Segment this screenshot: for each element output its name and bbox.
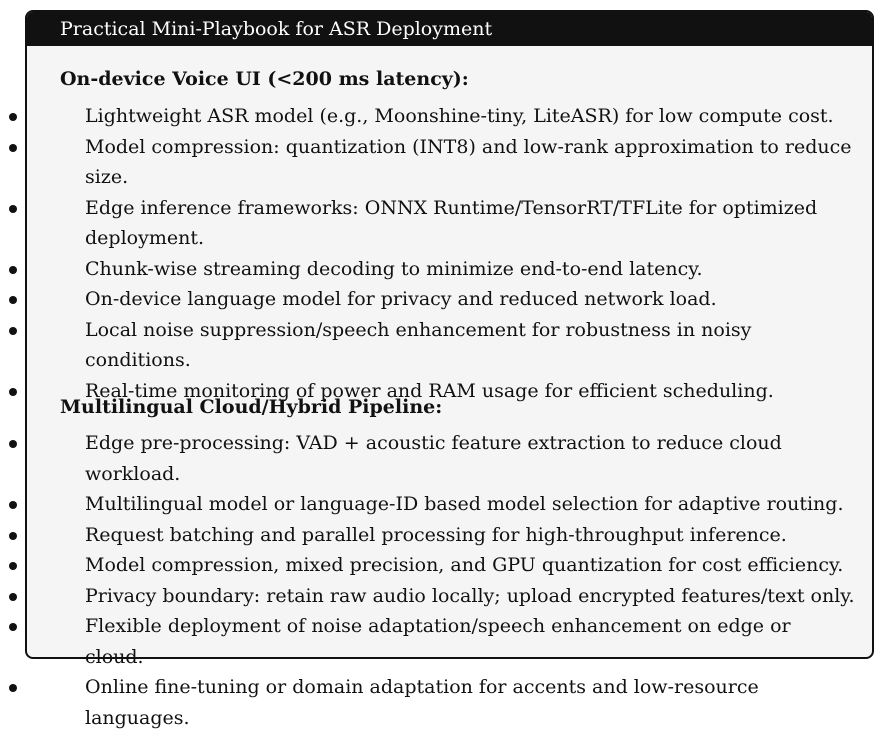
- bullet-icon: [9, 388, 17, 396]
- list-item-text: Edge pre-processing: VAD + acoustic feature extraction to reduce cloud workload.: [85, 432, 782, 485]
- list-item: [85, 581, 855, 612]
- bullet-icon: [9, 532, 17, 540]
- bullet-icon: [9, 144, 17, 152]
- list-item-text: Local noise suppression/speech enhancement for robustness in noisy conditions.: [85, 318, 752, 371]
- list-item: [85, 489, 855, 520]
- list-item-text: Chunk-wise streaming decoding to minimize end-to-end latency.: [85, 257, 703, 280]
- bullet-icon: [9, 205, 17, 213]
- list-item-text: Lightweight ASR model (e.g., Moonshine-tiny, LiteASR) for low compute cost.: [85, 105, 834, 127]
- bullet-icon: [9, 501, 17, 509]
- list-item: [85, 101, 855, 132]
- list-item: [85, 520, 855, 551]
- list-item: [85, 315, 855, 376]
- list-item: [85, 428, 855, 489]
- bullet-icon: [9, 440, 17, 448]
- list-item: [85, 254, 855, 285]
- list-item: [85, 132, 855, 193]
- list-item: [85, 611, 855, 672]
- list-item-text: Model compression: quantization (INT8) and low-rank approximation to reduce size.: [85, 135, 852, 188]
- box-title: Practical Mini-Playbook for ASR Deployment: [27, 12, 872, 46]
- bullet-icon: [9, 266, 17, 274]
- list-item: [85, 550, 855, 581]
- bullet-icon: [9, 562, 17, 570]
- list-item-text: On-device language model for privacy and reduced network load.: [85, 288, 717, 310]
- list-item-text: Real-time monitoring of power and RAM usage for efficient scheduling.: [85, 379, 774, 402]
- bullet-icon: [9, 296, 17, 304]
- playbook-box: [25, 10, 874, 729]
- list-multilingual: [85, 428, 855, 733]
- section-heading-multilingual: Multilingual Cloud/Hybrid Pipeline:: [60, 396, 443, 418]
- list-item-text: Flexible deployment of noise adaptation/speech enhancement on edge or cloud.: [85, 615, 791, 668]
- bullet-icon: [9, 623, 17, 631]
- section-heading-on-device: On-device Voice UI (<200 ms latency):: [60, 68, 469, 90]
- list-item: [85, 672, 855, 733]
- list-item-text: Edge inference frameworks: ONNX Runtime/TensorRT/TFLite for optimized deployment.: [85, 196, 818, 249]
- bullet-icon: [9, 113, 17, 121]
- bullet-icon: [9, 684, 17, 692]
- list-on-device: [85, 101, 855, 406]
- list-item-text: Multilingual model or language-ID based model selection for adaptive routing.: [85, 493, 844, 515]
- list-item: [85, 193, 855, 254]
- bullet-icon: [9, 593, 17, 601]
- list-item-text: Model compression, mixed precision, and GPU quantization for cost efficiency.: [85, 554, 844, 576]
- list-item-text: Privacy boundary: retain raw audio locally; upload encrypted features/text only.: [85, 584, 855, 607]
- bullet-icon: [9, 327, 17, 335]
- list-item: [85, 284, 855, 315]
- list-item-text: Request batching and parallel processing for high-throughput inference.: [85, 523, 787, 546]
- list-item-text: Online fine-tuning or domain adaptation for accents and low-resource languages.: [85, 676, 759, 729]
